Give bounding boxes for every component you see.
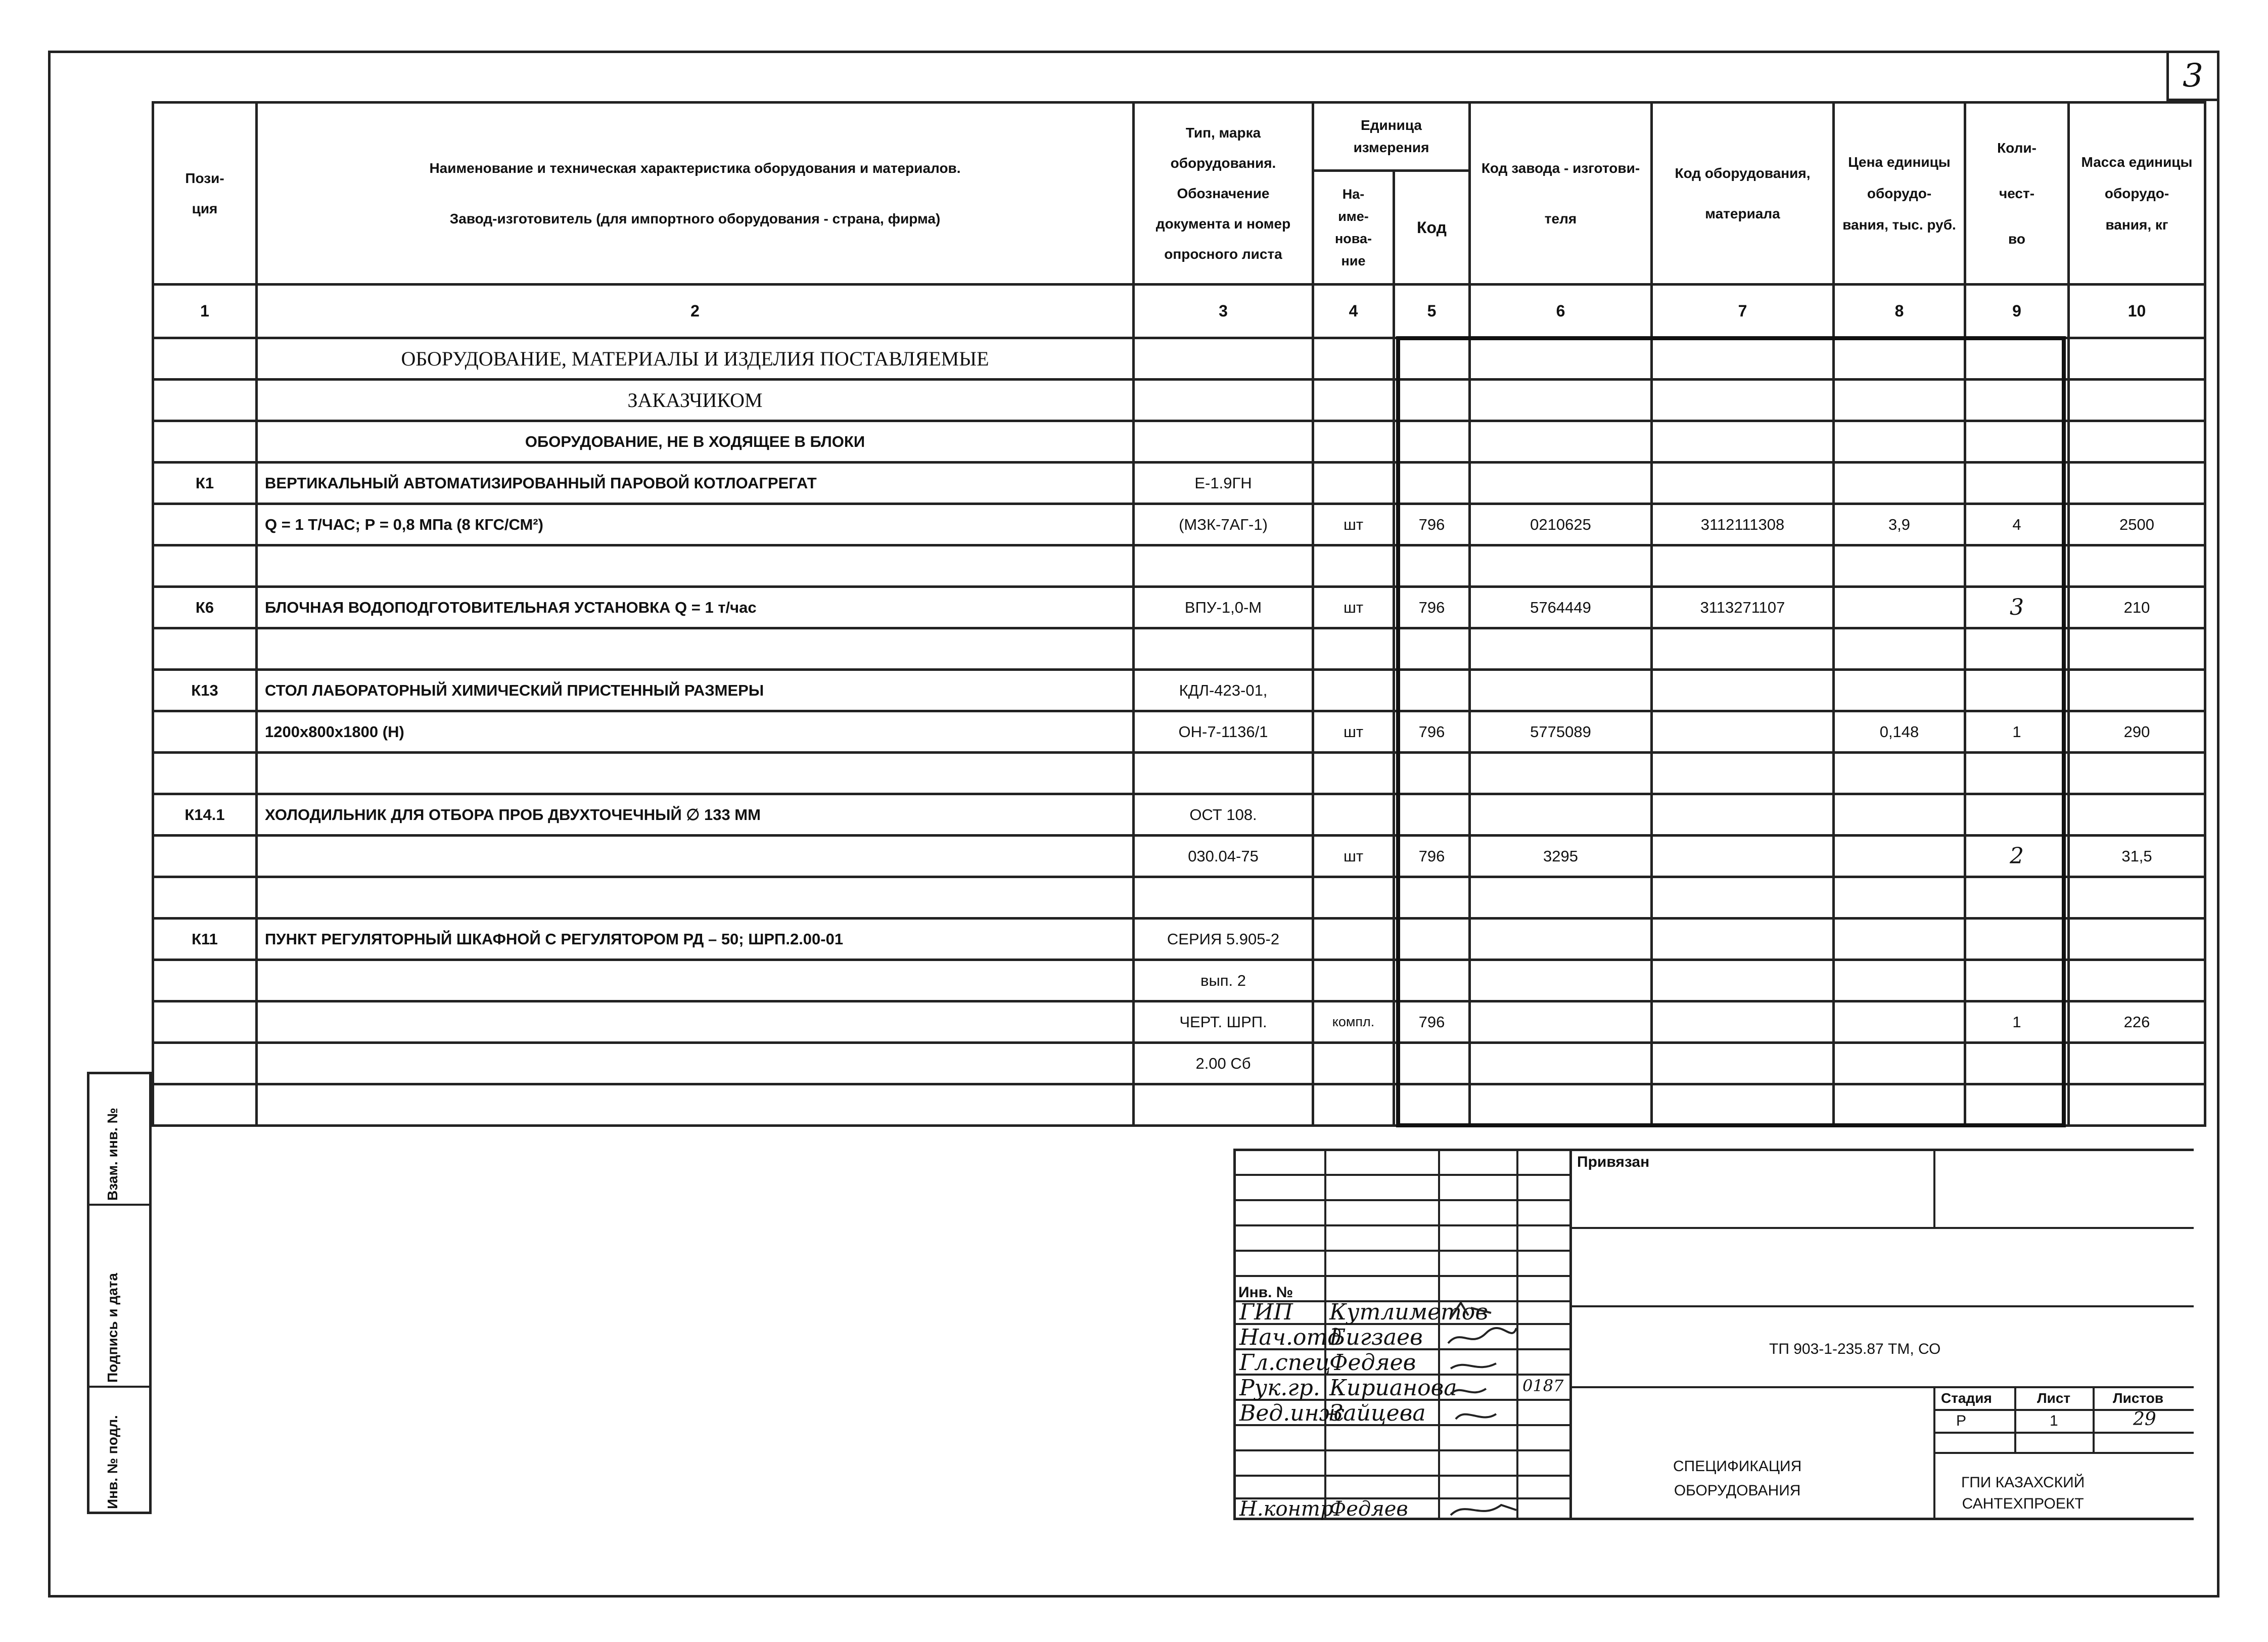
- organization: ГПИ КАЗАХСКИЙ САНТЕХПРОЕКТ: [1961, 1474, 2085, 1512]
- header-name: Наименование и техническая характеристика оборудования и материалов. Завод-изготовитель (для импортного оборудования - страна, фирма): [257, 103, 1134, 285]
- item-position: К14.1: [153, 794, 257, 836]
- col-number: 2: [257, 285, 1134, 338]
- role-label: Н.контр: [1239, 1497, 1333, 1521]
- inv-no-label: Инв. №: [1238, 1284, 1293, 1301]
- person-name: Федяев: [1329, 1350, 1416, 1376]
- header-price: Цена единицы оборудо- вания, тыс. руб.: [1834, 103, 1965, 285]
- header-equipment-code: Код оборудования, материала: [1652, 103, 1834, 285]
- section-title-2: ЗАКАЗЧИКОМ: [257, 380, 1134, 421]
- col-number: 9: [1965, 285, 2069, 338]
- table-row: [153, 919, 2205, 960]
- item-type: ВПУ-1,0-М: [1134, 587, 1313, 628]
- specification-table: [152, 101, 2206, 1127]
- item-type: ЧЕРТ. ШРП.: [1134, 1001, 1313, 1043]
- section-subtitle: ОБОРУДОВАНИЕ, НЕ В ХОДЯЩЕЕ В БЛОКИ: [257, 421, 1134, 463]
- person-name: Федяев: [1329, 1497, 1408, 1521]
- item-factory-code: 3295: [1470, 836, 1652, 877]
- col-number: 6: [1470, 285, 1652, 338]
- header-factory-code: Код завода - изготови- теля: [1470, 103, 1652, 285]
- item-mass: 226: [2069, 1001, 2205, 1043]
- side-label-inv-orig: Инв. № подл.: [105, 1415, 120, 1509]
- sheet-value: 1: [2050, 1412, 2058, 1429]
- side-stamp: [87, 1072, 152, 1514]
- item-type: Е-1.9ГН: [1134, 463, 1313, 504]
- item-quantity: 1: [1965, 1001, 2069, 1043]
- col-number: 8: [1834, 285, 1965, 338]
- item-name: БЛОЧНАЯ ВОДОПОДГОТОВИТЕЛЬНАЯ УСТАНОВКА Q = 1 т/час: [257, 587, 1134, 628]
- item-price: 3,9: [1834, 504, 1965, 545]
- role-label: Гл.спец: [1239, 1350, 1331, 1376]
- item-equipment-code: 3113271107: [1652, 587, 1834, 628]
- role-label: Вед.инж: [1239, 1400, 1345, 1426]
- item-type: 030.04-75: [1134, 836, 1313, 877]
- item-unit-code: 796: [1394, 711, 1470, 753]
- col-number: 1: [153, 285, 257, 338]
- person-name: Зайцева: [1329, 1400, 1426, 1426]
- item-unit: шт: [1313, 711, 1394, 753]
- item-name: ХОЛОДИЛЬНИК ДЛЯ ОТБОРА ПРОБ ДВУХТОЧЕЧНЫЙ ∅ 133 ММ: [257, 794, 1134, 836]
- item-name: 1200х800х1800 (Н): [257, 711, 1134, 753]
- privyazan-label: Привязан: [1577, 1154, 1650, 1170]
- item-unit: шт: [1313, 836, 1394, 877]
- item-unit-code: 796: [1394, 504, 1470, 545]
- document-title: СПЕЦИФИКАЦИЯ ОБОРУДОВАНИЯ: [1673, 1458, 1802, 1499]
- table-row: [153, 670, 2205, 711]
- sheets-label: Листов: [2113, 1390, 2164, 1406]
- item-mass: 2500: [2069, 504, 2205, 545]
- table-row: [153, 1001, 2205, 1043]
- side-label-sign-date: Подпись и дата: [105, 1273, 120, 1383]
- role-label: Нач.отд: [1239, 1325, 1342, 1350]
- item-type: вып. 2: [1134, 960, 1313, 1001]
- item-name: ПУНКТ РЕГУЛЯТОРНЫЙ ШКАФНОЙ С РЕГУЛЯТОРОМ РД – 50; ШРП.2.00-01: [257, 919, 1134, 960]
- item-unit: шт: [1313, 504, 1394, 545]
- col-number: 5: [1394, 285, 1470, 338]
- item-unit-code: 796: [1394, 836, 1470, 877]
- item-equipment-code: 3112111308: [1652, 504, 1834, 545]
- sheet-number: 3: [2166, 51, 2219, 101]
- col-number: 4: [1313, 285, 1394, 338]
- person-name: Кирианова: [1329, 1375, 1457, 1401]
- signatures: [1441, 1298, 1567, 1520]
- item-unit-code: 796: [1394, 587, 1470, 628]
- table-row: [153, 836, 2205, 877]
- person-name: Бигзаев: [1329, 1325, 1423, 1350]
- header-unit-group: Единица измерения: [1313, 103, 1470, 171]
- item-unit: шт: [1313, 587, 1394, 628]
- item-type: (МЗК-7АГ-1): [1134, 504, 1313, 545]
- role-label: Рук.гр.: [1239, 1375, 1320, 1401]
- item-mass: 290: [2069, 711, 2205, 753]
- sheet-label: Лист: [2037, 1390, 2071, 1406]
- item-type: 2.00 Сб: [1134, 1043, 1313, 1084]
- col-number: 10: [2069, 285, 2205, 338]
- item-unit: компл.: [1313, 1001, 1394, 1043]
- item-type: ОН-7-1136/1: [1134, 711, 1313, 753]
- item-quantity: 1: [1965, 711, 2069, 753]
- header-position: Пози- ция: [153, 103, 257, 285]
- table-row: [153, 960, 2205, 1001]
- table-row: [153, 587, 2205, 628]
- col-number: 7: [1652, 285, 1834, 338]
- sign-date: 0187: [1522, 1376, 1564, 1395]
- item-position: К1: [153, 463, 257, 504]
- item-type: КДЛ-423-01,: [1134, 670, 1313, 711]
- header-type: Тип, марка оборудования. Обозначение документа и номер опросного листа: [1134, 103, 1313, 285]
- item-mass: 31,5: [2069, 836, 2205, 877]
- item-type: ОСТ 108.: [1134, 794, 1313, 836]
- header-unit-code: Код: [1394, 171, 1470, 285]
- col-number: 3: [1134, 285, 1313, 338]
- side-label-inv-sub: Взам. инв. №: [105, 1108, 120, 1201]
- item-quantity: 4: [1965, 504, 2069, 545]
- sheets-value: 29: [2133, 1409, 2156, 1430]
- item-name: ВЕРТИКАЛЬНЫЙ АВТОМАТИЗИРОВАННЫЙ ПАРОВОЙ КОТЛОАГРЕГАТ: [257, 463, 1134, 504]
- header-unit-name: На- име- нова- ние: [1313, 171, 1394, 285]
- item-unit-code: 796: [1394, 1001, 1470, 1043]
- item-factory-code: 5764449: [1470, 587, 1652, 628]
- item-mass: 210: [2069, 587, 2205, 628]
- title-block: [1233, 1149, 2194, 1520]
- item-name: СТОЛ ЛАБОРАТОРНЫЙ ХИМИЧЕСКИЙ ПРИСТЕННЫЙ РАЗМЕРЫ: [257, 670, 1134, 711]
- header-mass: Масса единицы оборудо- вания, кг: [2069, 103, 2205, 285]
- item-factory-code: 5775089: [1470, 711, 1652, 753]
- stage-value: Р: [1956, 1412, 1967, 1429]
- table-row: [153, 794, 2205, 836]
- item-factory-code: 0210625: [1470, 504, 1652, 545]
- table-row: [153, 711, 2205, 753]
- item-quantity: 2: [1965, 836, 2069, 877]
- item-name: Q = 1 Т/ЧАС; Р = 0,8 МПа (8 КГС/СМ²): [257, 504, 1134, 545]
- item-position: К11: [153, 919, 257, 960]
- item-position: К13: [153, 670, 257, 711]
- table-row: [153, 504, 2205, 545]
- item-position: К6: [153, 587, 257, 628]
- item-quantity: 3: [1965, 587, 2069, 628]
- role-label: ГИП: [1239, 1299, 1293, 1325]
- item-price: 0,148: [1834, 711, 1965, 753]
- item-type: СЕРИЯ 5.905-2: [1134, 919, 1313, 960]
- table-row: [153, 463, 2205, 504]
- stage-label: Стадия: [1941, 1390, 1992, 1406]
- document-code: ТП 903-1-235.87 ТМ, СО: [1769, 1341, 1941, 1357]
- section-title: ОБОРУДОВАНИЕ, МАТЕРИАЛЫ И ИЗДЕЛИЯ ПОСТАВЛЯЕМЫЕ: [257, 338, 1134, 380]
- header-quantity: Коли- чест- во: [1965, 103, 2069, 285]
- table-row: [153, 1043, 2205, 1084]
- person-name: Кутлиметов: [1329, 1299, 1488, 1325]
